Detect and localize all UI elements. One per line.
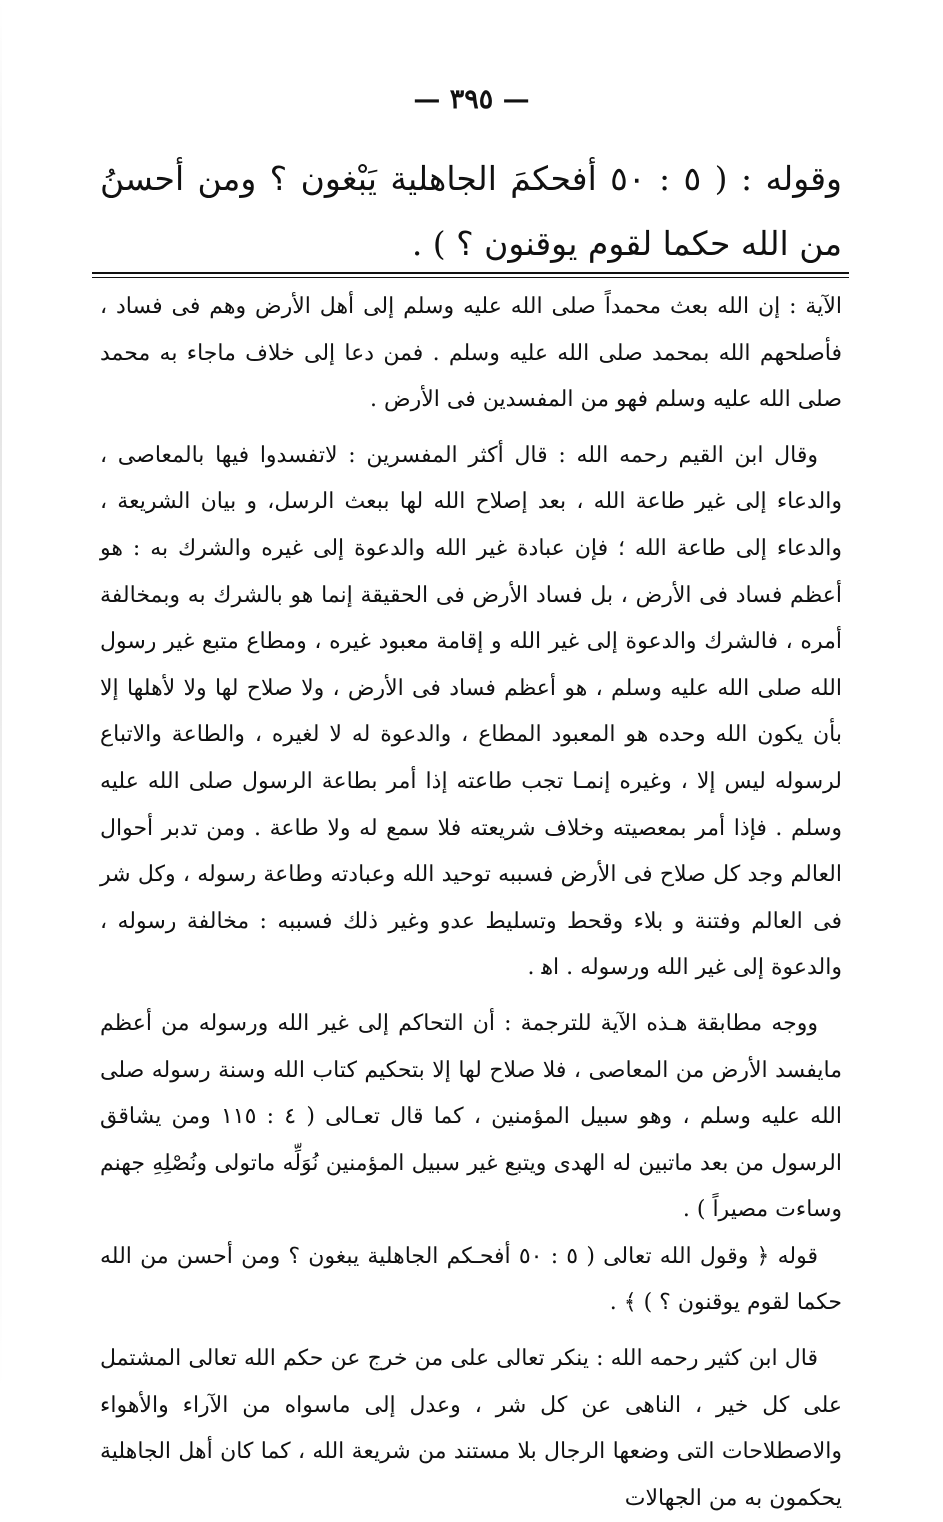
paragraph-second-verse: قوله ﴿ وقول الله تعالى ( ٥ : ٥٠ أفحـكم الجاهلية يبغون ؟ ومن أحسن من الله حكما لقوم يوقنون ؟ ) ﴾ . bbox=[100, 1243, 842, 1316]
scan-edge-shadow bbox=[0, 0, 2, 1393]
separator-rule-thin bbox=[92, 277, 849, 278]
separator-rule-thick bbox=[92, 272, 849, 274]
paragraph-verse-explanation: الآية : إن الله بعث محمداً صلى الله عليه وسلم إلى أهل الأرض وهم فى فساد ، فأصلحهم الله بمحمد صلى الله عليه وسلم . فمن دعا إلى خلاف ماجاء به محمد صلى الله عليه وسلم فهو من المفسدين فى الأرض . bbox=[100, 294, 842, 413]
page-number: — ٣٩٥ — bbox=[413, 84, 530, 115]
quranic-verse-heading: وقوله : ( ٥ : ٥٠ أفحكمَ الجاهلية يَبْغون ؟ ومن أحسنُ من الله حكما لقوم يوقنون ؟ ) . bbox=[100, 159, 842, 263]
paragraph-chapter-relevance: ووجه مطابقة هـذه الآية للترجمة : أن التحاكم إلى غير الله ورسوله من أعظم مايفسد الأرض من المعاصى ، فلا صلاح لها إلا بتحكيم كتاب الله وسنة رسوله صلى الله عليه وسلم ، وهو سبيل المؤمنين ، كما قال تعـالى ( ٤ : ١١٥ ومن يشاقق الرسول من بعد ماتبين له الهدى ويتبع غير سبيل المؤمنين نُوَلِّه ماتولى ونُصْلِهِ جهنم وساءت مصيراً ) . bbox=[100, 1010, 842, 1223]
commentary-body bbox=[100, 284, 842, 1522]
paragraph-ibn-qayyim-quote: وقال ابن القيم رحمه الله : قال أكثر المفسرين : لاتفسدوا فيها بالمعاصى ، والدعاء إلى غير طاعة الله ، بعد إصلاح الله لها ببعث الرسل، و بيان الشريعة ، والدعاء إلى طاعة الله ؛ فإن عبادة غير الله والدعوة إلى غيره والشرك به : هو أعظم فساد فى الأرض ، بل فساد الأرض فى الحقيقة إنما هو بالشرك به وبمخالفة أمره ، فالشرك والدعوة إلى غير الله و إقامة معبود غيره ، ومطاع متبع غير رسول الله صلى الله عليه وسلم ، هو أعظم فساد فى الأرض ، ولا صلاح لها ولا لأهلها إلا بأن يكون الله وحده هو المعبود المطاع ، والدعوة له لا لغيره ، والطاعة والاتباع لرسوله ليس إلا ، وغيره إنمـا تجب طاعته إذا أمر بطاعة الرسول صلى الله عليه وسلم . فإذا أمر بمعصيته وخلاف شريعته فلا سمع له ولا طاعة . ومن تدبر أحوال العالم وجد كل صلاح فى الأرض فسببه توحيد الله وعبادته وطاعة رسوله ، وكل شر فى العالم وفتنة و بلاء وقحط وتسليط عدو وغير ذلك فسببه : مخالفة رسوله ، والدعوة إلى غير الله ورسوله . اﻫ . bbox=[100, 442, 842, 981]
paragraph-ibn-kathir-quote: قال ابن كثير رحمه الله : ينكر تعالى على من خرج عن حكم الله تعالى المشتمل على كل خير ، الناهى عن كل شر ، وعدل إلى ماسواه من الآراء والأهواء والاصطلاحات التى وضعها الرجال بلا مستند من شريعة الله ، كما كان أهل الجاهلية يحكمون به من الجهالات bbox=[100, 1346, 842, 1511]
